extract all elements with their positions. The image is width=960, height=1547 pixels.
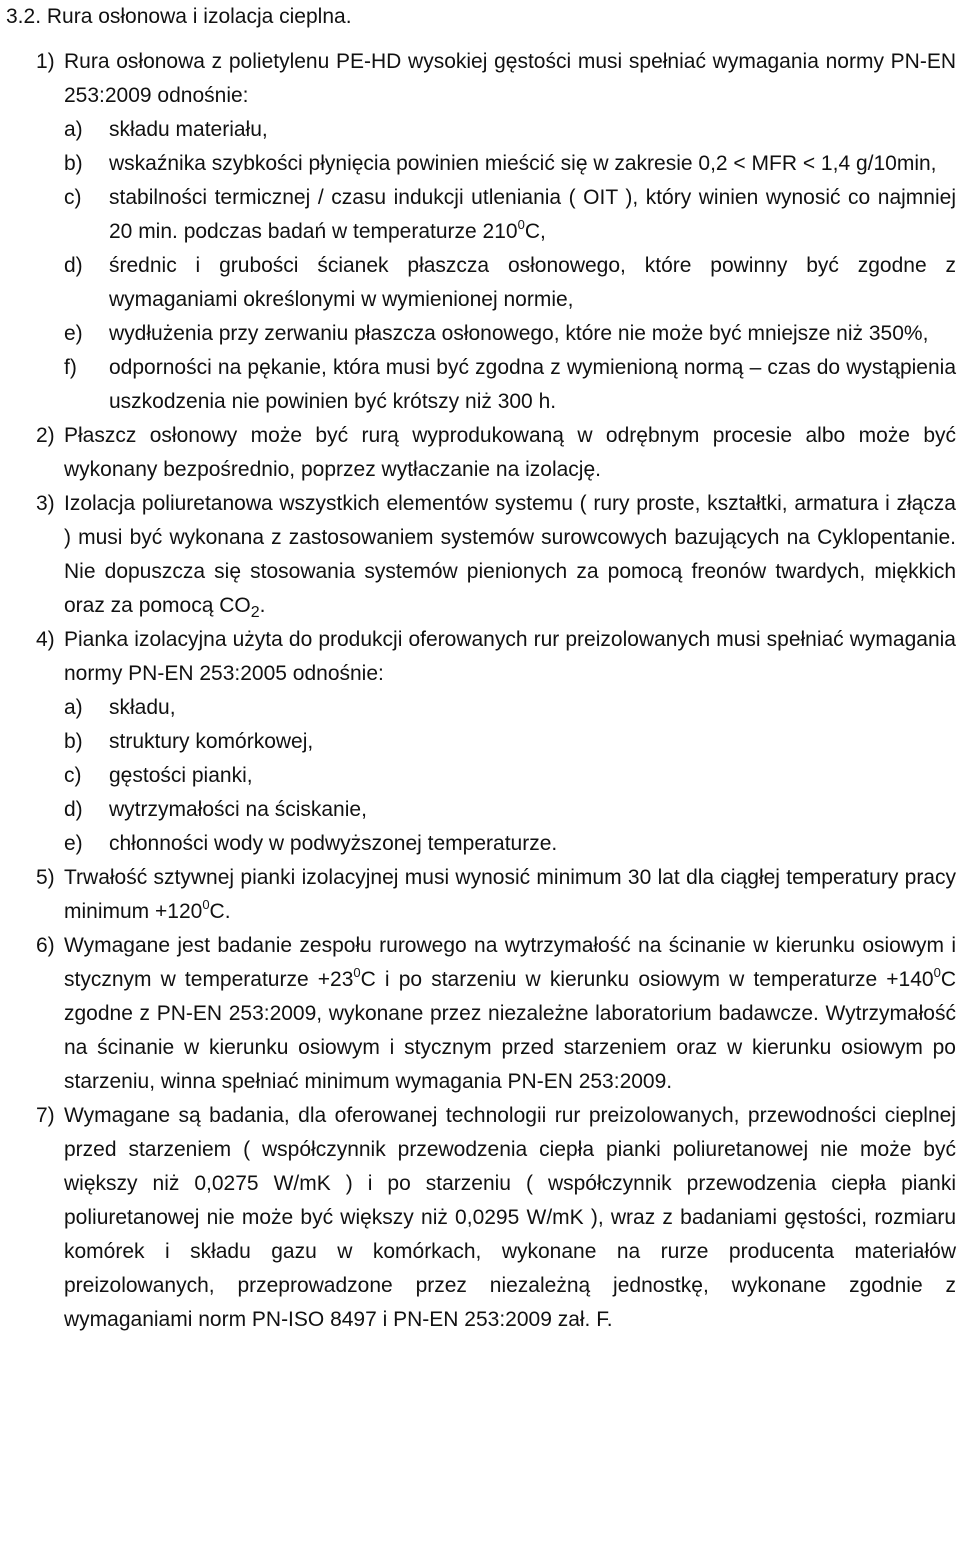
sub-letter: e) bbox=[64, 322, 83, 345]
item-number: 6) bbox=[36, 934, 55, 957]
sub-text: struktury komórkowej, bbox=[109, 730, 314, 753]
superscript: 0 bbox=[933, 965, 941, 980]
sub-text: składu, bbox=[109, 696, 176, 719]
sub-letter: b) bbox=[64, 152, 83, 175]
text-segment: Izolacja poliuretanowa wszystkich elementów systemu ( rury proste, kształtki, armatura i złącza ) musi być wykonana z zastosowaniem systemów surowcowych bazujących na Cyklopentanie. Nie dopuszcza się stosowania systemów pienionych za pomocą freonów twardych, miękkich oraz za pomocą CO bbox=[64, 492, 956, 617]
item-intro: Rura osłonowa z polietylenu PE-HD wysokiej gęstości musi spełniać wymagania normy PN-EN 253:2009 odnośnie: bbox=[64, 50, 956, 107]
sub-item-c bbox=[64, 759, 956, 793]
item-number: 1) bbox=[36, 50, 55, 73]
sub-letter: d) bbox=[64, 798, 83, 821]
item-body bbox=[64, 487, 956, 623]
sub-item-b bbox=[64, 725, 956, 759]
item-body bbox=[64, 45, 956, 419]
sub-item-c bbox=[64, 181, 956, 249]
sub-item-b bbox=[64, 147, 956, 181]
sub-text: wskaźnika szybkości płynięcia powinien mieścić się w zakresie 0,2 < MFR < 1,4 g/10min, bbox=[109, 152, 937, 175]
sub-item-e bbox=[64, 827, 956, 861]
item-number: 7) bbox=[36, 1104, 55, 1127]
sub-text: odporności na pękanie, która musi być zgodna z wymienioną normą – czas do wystąpienia uszkodzenia nie powinien być krótszy niż 300 h. bbox=[109, 356, 956, 413]
sub-letter: e) bbox=[64, 832, 83, 855]
item-number: 4) bbox=[36, 628, 55, 651]
list-item-7 bbox=[6, 1099, 956, 1337]
sub-text: średnic i grubości ścianek płaszcza osłonowego, które powinny być zgodne z wymaganiami określonymi w wymienionej normie, bbox=[109, 254, 956, 311]
sub-item-a bbox=[64, 691, 956, 725]
sub-item-e bbox=[64, 317, 956, 351]
superscript: 0 bbox=[353, 965, 361, 980]
sub-item-a bbox=[64, 113, 956, 147]
subscript: 2 bbox=[250, 604, 260, 622]
sub-text: wydłużenia przy zerwaniu płaszcza osłonowego, które nie może być mniejsze niż 350%, bbox=[109, 322, 929, 345]
list-item-1 bbox=[6, 45, 956, 419]
item-number: 5) bbox=[36, 866, 55, 889]
list-item-2 bbox=[6, 419, 956, 487]
text-segment: C i po starzeniu w kierunku osiowym w temperaturze +140 bbox=[360, 968, 934, 991]
text-segment: stabilności termicznej / czasu indukcji utleniania ( OIT ), który winien wynosić co najmniej 20 min. podczas badań w temperaturze 210 bbox=[109, 186, 956, 243]
list-item-6 bbox=[6, 929, 956, 1099]
superscript: 0 bbox=[517, 217, 525, 232]
list-item-4 bbox=[6, 623, 956, 861]
sub-text: wytrzymałości na ściskanie, bbox=[109, 798, 367, 821]
sub-letter: c) bbox=[64, 764, 82, 787]
item-intro: Pianka izolacyjna użyta do produkcji oferowanych rur preizolowanych musi spełniać wymagania normy PN-EN 253:2005 odnośnie: bbox=[64, 628, 956, 685]
text-segment: . bbox=[259, 594, 266, 617]
item-body bbox=[64, 929, 956, 1099]
sub-letter: a) bbox=[64, 696, 83, 719]
sub-item-f bbox=[64, 351, 956, 419]
text-segment: C zgodne z PN-EN 253:2009, wykonane przez niezależne laboratorium badawcze. Wytrzymałość na ścinanie w kierunku osiowym i stycznym przed starzeniem oraz w kierunku osiowym po starzeniu, winna spełniać minimum wymagania PN-EN 253:2009. bbox=[64, 968, 956, 1093]
sub-item-d bbox=[64, 249, 956, 317]
item-body: Wymagane są badania, dla oferowanej technologii rur preizolowanych, przewodności cieplnej przed starzeniem ( współczynnik przewodzenia ciepła pianki poliuretanowej nie może być większy niż 0,0275 W/mK ) i po starzeniu ( współczynnik przewodzenia ciepła pianki poliuretanowej nie może być większy niż 0,0295 W/mK ), wraz z badaniami gęstości, rozmiaru komórek i składu gazu w komórkach, wykonane na rurze producenta materiałów preizolowanych, przeprowadzone przez niezależną jednostkę, wykonane zgodnie z wymaganiami norm PN-ISO 8497 i PN-EN 253:2009 zał. F. bbox=[64, 1104, 956, 1331]
sub-text: chłonności wody w podwyższonej temperaturze. bbox=[109, 832, 558, 855]
superscript: 0 bbox=[202, 897, 210, 912]
item-body: Płaszcz osłonowy może być rurą wyprodukowaną w odrębnym procesie albo może być wykonany bezpośrednio, poprzez wytłaczanie na izolację. bbox=[64, 424, 956, 481]
list-item-5 bbox=[6, 861, 956, 929]
sub-text: gęstości pianki, bbox=[109, 764, 253, 787]
item-number: 2) bbox=[36, 424, 55, 447]
text-segment: C. bbox=[209, 900, 231, 923]
sub-letter: d) bbox=[64, 254, 83, 277]
sub-letter: b) bbox=[64, 730, 83, 753]
text-segment: C, bbox=[524, 220, 546, 243]
sub-text: składu materiału, bbox=[109, 118, 268, 141]
item-body bbox=[64, 623, 956, 861]
list-item-3 bbox=[6, 487, 956, 623]
section-heading: 3.2. Rura osłonowa i izolacja cieplna. bbox=[6, 5, 352, 28]
sub-letter: c) bbox=[64, 186, 82, 209]
item-number: 3) bbox=[36, 492, 55, 515]
text-segment: Trwałość sztywnej pianki izolacyjnej musi wynosić minimum 30 lat dla ciągłej temperatury pracy minimum +120 bbox=[64, 866, 956, 923]
sub-letter: a) bbox=[64, 118, 83, 141]
sub-text bbox=[109, 181, 956, 249]
text-segment: Wymagane jest badanie zespołu rurowego na wytrzymałość na ścinanie w kierunku osiowym i stycznym w temperaturze +23 bbox=[64, 934, 956, 991]
sub-letter: f) bbox=[64, 356, 77, 379]
item-body bbox=[64, 861, 956, 929]
sub-item-d bbox=[64, 793, 956, 827]
